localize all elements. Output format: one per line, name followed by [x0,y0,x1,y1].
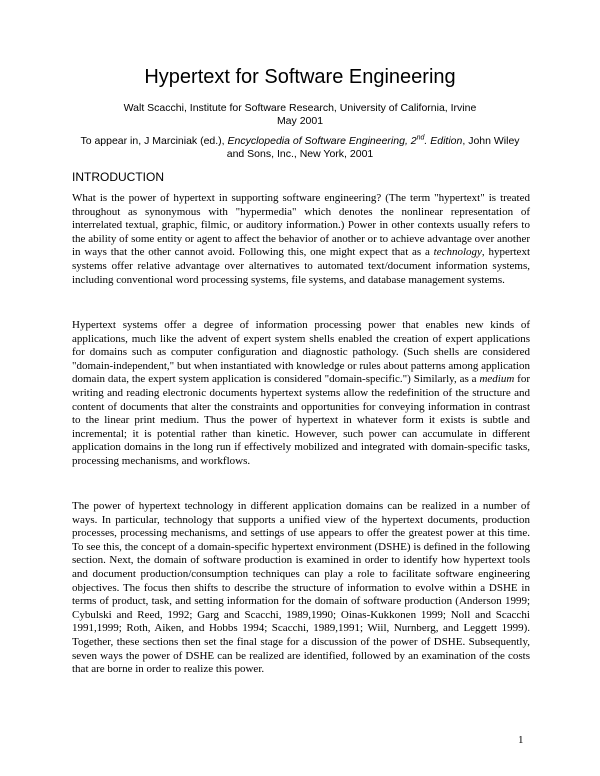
author-line: Walt Scacchi, Institute for Software Research, University of California, Irvine [123,102,477,114]
paragraph-2 [72,319,530,469]
paragraph-2-text-a: Hypertext systems offer a degree of information processing power that enables new kinds of applications, much like the advent of expert system shells enabled the creation of expert applications for domains such as computer configuration and diagnostic pathology. (Such shells are considered "domain-independent," but when instantiated with knowledge or rules about patterns among application domain data, the expert system application is considered "domain-specific.") Similarly, as a [72,319,530,386]
encyclopedia-title [228,135,463,147]
paragraph-1-text-a: What is the power of hypertext in supporting software engineering? (The term "hypertext" is treated throughout as synonymous with "hypermedia" which denotes the nonlinear representation of interrelated textual, graphic, filmic, or auditory information.) Power in other contexts usually refers to the ability of some entity or agent to affect the behavior of another or to achieve advantage over another in ways that the other cannot avoid. Following this, one might expect that as a [72,192,530,259]
publication-note [80,135,520,161]
page-title: Hypertext for Software Engineering [144,66,456,88]
encyclopedia-name: Encyclopedia of Software Engineering, 2 [227,135,417,147]
publication-note-prefix: To appear in, J Marciniak (ed.), [80,135,228,147]
edition-suffix: . Edition [424,135,463,147]
section-heading: INTRODUCTION [72,170,164,184]
paragraph-2-emphasis: medium [479,373,515,386]
paragraph-1-emphasis: technology [433,246,482,259]
publisher-info: , John Wiley and Sons, Inc., New York, 2001 [226,135,520,160]
paragraph-3: The power of hypertext technology in different application domains can be realized in a number of ways. In particular, technology that supports a unified view of the hypertext documents, production processes, processing mechanisms, and settings of use appears to offer the greatest power at this time. To see this, the concept of a domain-specific hypertext environment (DSHE) is defined in the following section. Next, the domain of software production is examined in order to identify how hypertext tools and document production/consumption techniques can play a role to facilitate software engineering objectives. The focus then shifts to describe the structure of information to evolve within a DSHE in terms of product, task, and setting information for the domain of software production (Anderson 1999; Cybulski and Reed, 1992; Garg and Scacchi, 1989,1990; Oinas-Kukkonen 1999; Noll and Scacchi 1991,1999; Roth, Aiken, and Hobbs 1994; Scacchi, 1989,1991; Wiil, Nurnberg, and Leggett 1999). Together, these sections then set the final stage for a discussion of the power of DSHE. Subsequently, seven ways the power of DSHE can be realized are identified, followed by an examination of the costs that are borne in order to realize this power. [72,500,530,676]
publication-date: May 2001 [276,115,324,127]
page-number: 1 [518,734,524,746]
edition-superscript: nd [416,134,425,142]
paragraph-2-text-b: for writing and reading electronic documents hypertext systems allow the redefinition of the structure and content of documents that alter the constraints and opportunities for conveying information in contrast to the linear print medium. Thus the power of hypertext in whatever form it exists is subtle and incremental; it is potential rather than kinetic. However, such power can accumulate in different application domains in the long run if effectively mobilized and integrated with domain-specific tasks, processing mechanisms, and workflows. [72,373,531,467]
paragraph-1-text-b: , hypertext systems offer relative advantage over alternatives to automated text/document information systems, including conventional word processing systems, file systems, and database management systems. [72,246,530,286]
paragraph-1 [72,192,530,287]
